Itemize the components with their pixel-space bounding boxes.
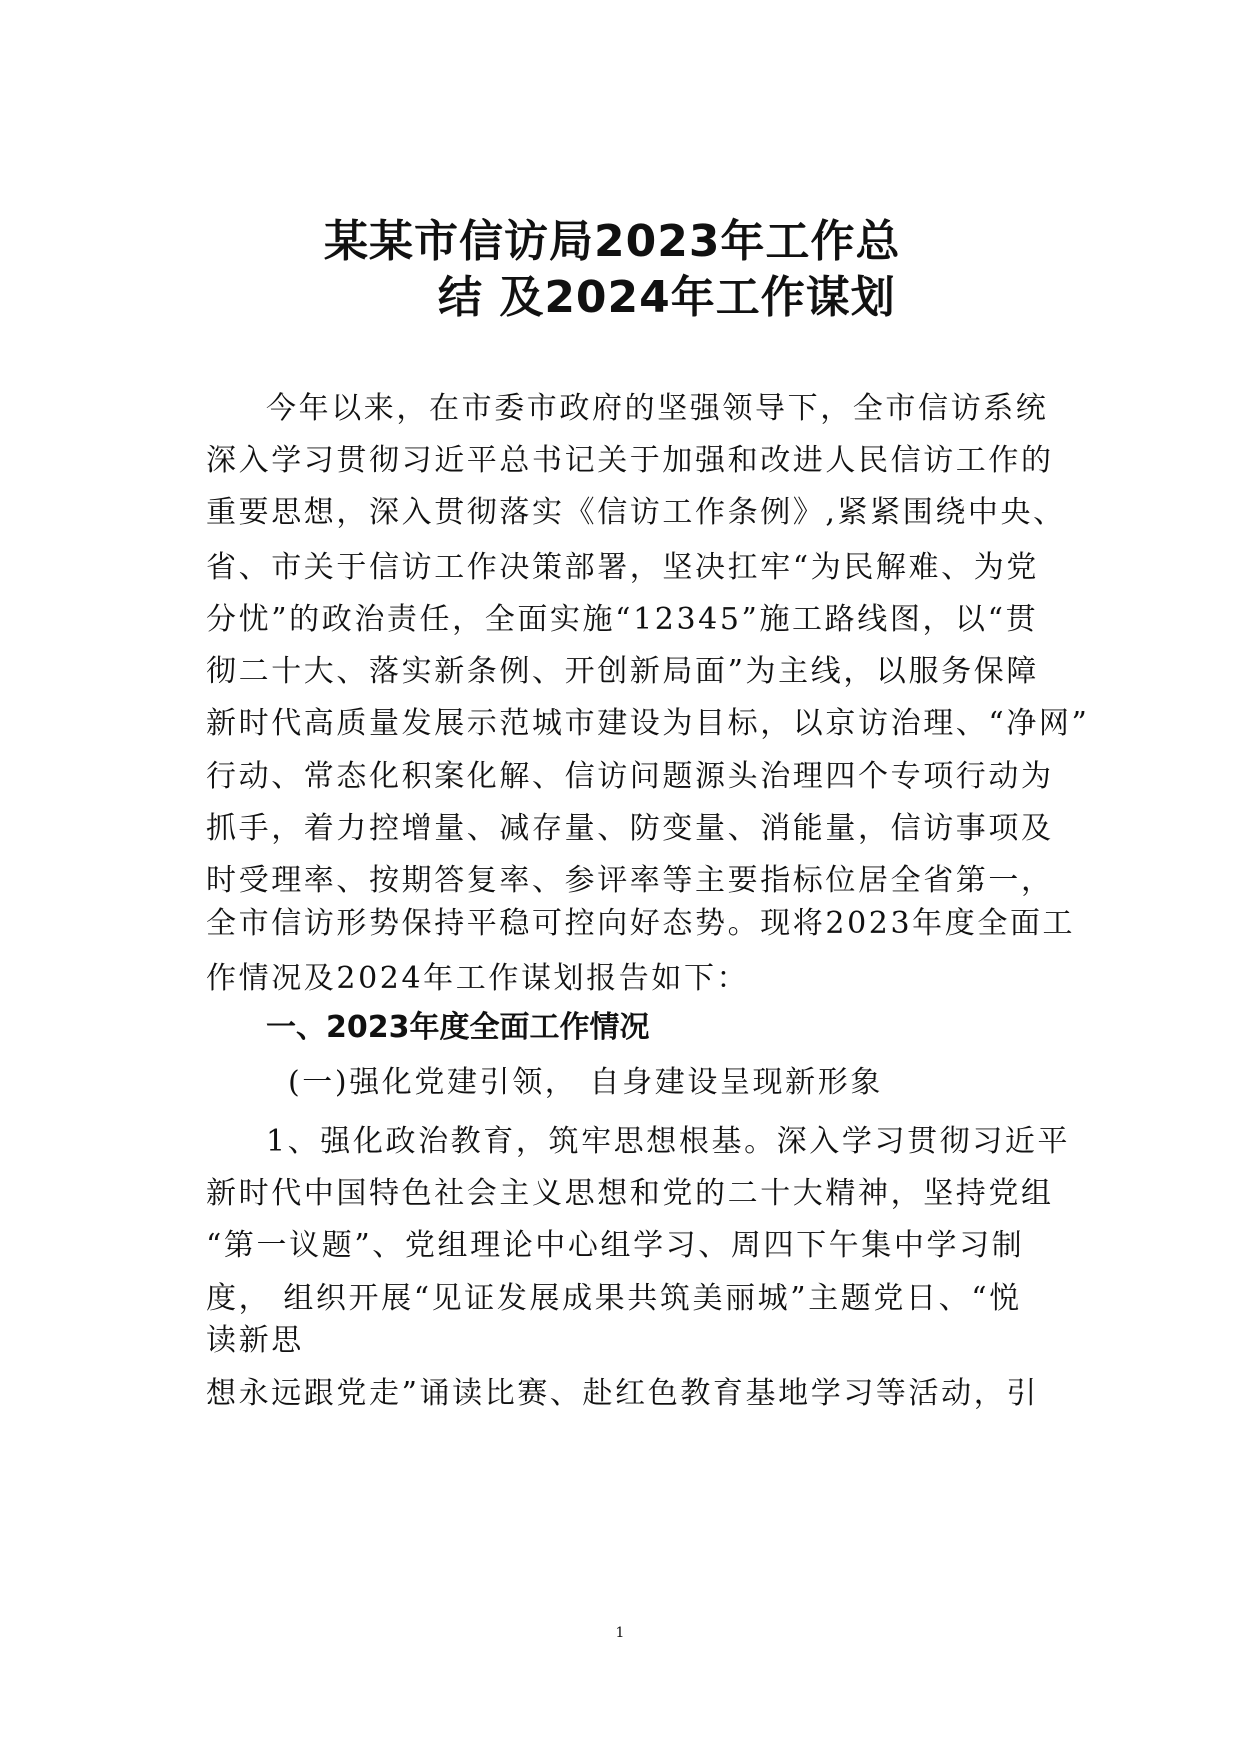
intro-line-2: 深入学习贯彻习近平总书记关于加强和改进人民信访工作的 (206, 443, 1054, 478)
intro-line-12: 作情况及2024年工作谋划报告如下： (206, 961, 750, 996)
para1-line-4: 度， 组织开展“见证发展成果共筑美丽城”主题党日、“悦 (206, 1281, 1022, 1316)
intro-line-7: 新时代高质量发展示范城市建设为目标，以京访治理、“净网” (206, 706, 1090, 741)
para1-line-6: 想永远跟党走”诵读比赛、赴红色教育基地学习等活动，引 (206, 1376, 1039, 1411)
intro-line-4: 省、市关于信访工作决策部署，坚决扛牢“为民解难、为党 (206, 550, 1039, 585)
document-title-line-2: 结 及2024年工作谋划 (438, 272, 896, 323)
para1-line-3: “第一议题”、党组理论中心组学习、周四下午集中学习制 (206, 1228, 1025, 1263)
intro-line-6: 彻二十大、落实新条例、开创新局面”为主线，以服务保障 (206, 654, 1039, 689)
document-title-line-1: 某某市信访局2023年工作总 (324, 216, 901, 267)
section-heading-1: 一、2023年度全面工作情况 (266, 1010, 650, 1045)
intro-line-1: 今年以来，在市委市政府的坚强领导下，全市信访系统 (266, 391, 1049, 426)
intro-line-8: 行动、常态化积案化解、信访问题源头治理四个专项行动为 (206, 759, 1054, 794)
intro-line-11: 全市信访形势保持平稳可控向好态势。现将2023年度全面工 (206, 906, 1076, 941)
subsection-heading-1: (一)强化党建引领， 自身建设呈现新形象 (288, 1065, 883, 1100)
intro-line-9: 抓手，着力控增量、减存量、防变量、消能量，信访事项及 (206, 811, 1054, 846)
para1-line-5: 读新思 (206, 1323, 304, 1358)
page-number: 1 (615, 1625, 625, 1641)
intro-line-3: 重要思想，深入贯彻落实《信访工作条例》,紧紧围绕中央、 (206, 495, 1066, 530)
para1-line-2: 新时代中国特色社会主义思想和党的二十大精神，坚持党组 (206, 1176, 1054, 1211)
intro-line-5: 分忧”的政治责任，全面实施“12345”施工路线图，以“贯 (206, 602, 1039, 637)
para1-line-1: 1、强化政治教育，筑牢思想根基。深入学习贯彻习近平 (266, 1124, 1071, 1159)
intro-line-10: 时受理率、按期答复率、参评率等主要指标位居全省第一， (206, 863, 1054, 898)
